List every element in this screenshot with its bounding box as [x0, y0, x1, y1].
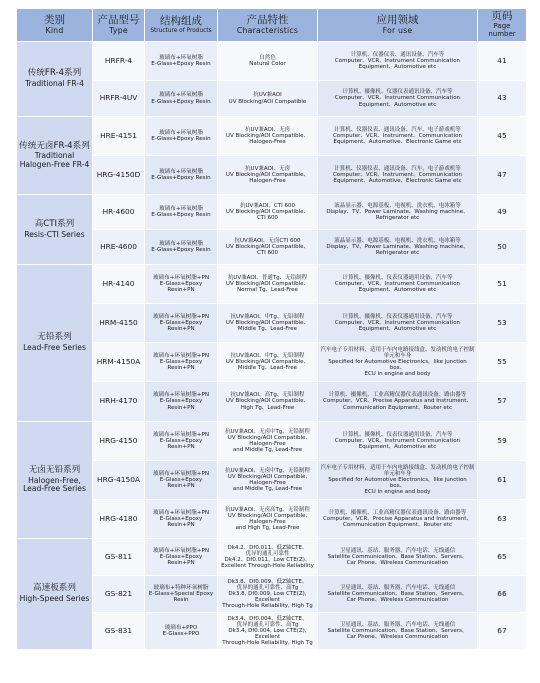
characteristics-cell	[218, 500, 318, 539]
characteristics-cell-line: and Middle Tg, Lead-Free	[232, 486, 303, 493]
use-cell-line: 计算机、仪器仪表、通讯设备、汽车、电子游戏机等	[334, 165, 461, 172]
structure-cell-line: 玻璃布+环氧树脂	[159, 129, 203, 136]
characteristics-cell-line: Middle Tg、Lead-Free	[237, 365, 298, 372]
characteristics-cell	[218, 42, 318, 81]
use-cell-line: 计算机、摄像机、工业高精仪器仪表通讯设备、路由器等	[328, 392, 467, 399]
use-cell-line: Car Phone、Wireless Communication	[346, 560, 449, 567]
header-characteristics	[218, 9, 318, 42]
structure-cell	[145, 230, 218, 265]
kind-en: Halogen-Free, Lead-Free Series	[23, 475, 86, 494]
table-row	[17, 265, 527, 304]
use-cell	[318, 382, 478, 422]
use-cell	[318, 265, 478, 304]
characteristics-cell-line: Through-Hole Reliability, High Tg	[222, 640, 313, 647]
structure-cell-line: E-Glass+Epoxy Resin+PN	[159, 358, 203, 372]
product-type: HRG-4150D	[93, 156, 145, 195]
kind-cell	[17, 42, 93, 117]
use-cell-line: ECU in engine and body	[364, 489, 431, 496]
product-type: HRFR-4	[93, 42, 145, 81]
use-cell-line: Communication Equipment、Router etc	[343, 404, 452, 411]
structure-cell-line: E-Glass+Epoxy Resin+PN	[159, 319, 203, 333]
structure-cell	[145, 195, 218, 230]
characteristics-cell-line: Halogen-Free	[249, 139, 286, 146]
use-cell-line: Equipment、Automotive etc	[358, 444, 437, 451]
characteristics-cell	[218, 539, 318, 576]
characteristics-cell-line: 抗UV兼AOI、无卤CTI 600	[234, 237, 301, 244]
structure-cell-line: 玻璃布+环氧树脂+PN	[152, 274, 210, 281]
structure-cell	[145, 576, 218, 613]
characteristics-cell	[218, 343, 318, 382]
header-use-en: For use	[382, 25, 413, 35]
header-use	[318, 9, 478, 42]
use-cell-line: ECU in engine and body	[364, 371, 431, 378]
characteristics-cell-line: UV Blocking/AOI Compatible、	[225, 132, 310, 139]
product-type: HRM-4150A	[93, 343, 145, 382]
page-number[interactable]: 51	[478, 265, 527, 304]
characteristics-cell	[218, 195, 318, 230]
characteristics-cell-line: 抗UV兼AOI	[253, 92, 282, 99]
use-cell-line: Computer、VCR、Precise Apparatus and Instrument、	[323, 515, 472, 522]
kind-cell	[17, 422, 93, 539]
use-cell-line: Refrigerator etc	[375, 215, 420, 222]
table-row	[17, 576, 527, 613]
structure-cell	[145, 422, 218, 461]
use-cell	[318, 576, 478, 613]
product-type: HRG-4180	[93, 500, 145, 539]
structure-cell-line: 玻璃布+环氧树脂+PN	[152, 392, 210, 399]
product-type: HR-4600	[93, 195, 145, 230]
structure-cell	[145, 613, 218, 650]
header-kind	[17, 9, 93, 42]
characteristics-cell-line: UV Blocking/AOI Compatible、	[225, 208, 310, 215]
header-page-en: Page number	[488, 22, 516, 38]
header-page	[478, 9, 527, 42]
characteristics-cell-line: UV Blocking/AOI Compatible、	[225, 358, 310, 365]
use-cell-line: Specified for Automotive Electronics，like junction box、	[328, 358, 467, 372]
use-cell-line: Communication Equipment、Router etc	[343, 522, 452, 529]
product-table-container	[16, 8, 526, 650]
product-type: HRH-4170	[93, 382, 145, 422]
use-cell-line: Equipment、Automotive etc	[358, 326, 437, 333]
kind-en: Traditional Halogen-Free FR-4	[19, 151, 90, 169]
structure-cell-line: E-Glass+Epoxy Resin	[151, 247, 211, 253]
use-cell-line: 计算机、摄像机、仪表仪器通用设备、汽车等	[342, 313, 453, 320]
characteristics-cell-line: CTI 600	[256, 215, 279, 222]
characteristics-cell-line: 抗UV兼AOI、普通Tg、无铅制程	[227, 274, 308, 281]
use-cell-line: Computer、VCR、Instrument Communication	[334, 437, 461, 444]
use-cell	[318, 117, 478, 156]
structure-cell	[145, 42, 218, 81]
structure-cell-line: 玻璃布+环氧树脂	[159, 168, 203, 175]
structure-cell-line: E-Glass+Epoxy Resin+PN	[159, 515, 203, 529]
kind-en: Traditional FR-4	[25, 79, 84, 89]
use-cell-line: 计算机、摄像机、仪表仪器通用设备、汽车等	[342, 431, 453, 438]
characteristics-cell-line: UV Blocking/AOI Compatible, Halogen-Free	[227, 512, 308, 525]
kind-en: Lead-Free Series	[23, 343, 86, 353]
characteristics-cell	[218, 382, 318, 422]
characteristics-cell	[218, 304, 318, 343]
table-row	[17, 461, 527, 500]
structure-cell	[145, 156, 218, 195]
structure-cell-line: 玻璃布+环氧树脂	[159, 240, 203, 247]
use-cell	[318, 156, 478, 195]
page-number[interactable]: 61	[478, 461, 527, 500]
use-cell-line: Satellite Communication、Base Station、Servers、	[327, 627, 468, 634]
product-type: HRM-4150	[93, 304, 145, 343]
use-cell-line: Computer、VCR、Instrument Communication	[334, 95, 461, 102]
table-row	[17, 117, 527, 156]
header-structure-cn: 结构组成	[160, 14, 202, 27]
characteristics-cell	[218, 422, 318, 461]
characteristics-cell-line: CTI 600	[256, 250, 279, 257]
product-type: HRE-4151	[93, 117, 145, 156]
use-cell	[318, 81, 478, 117]
characteristics-cell-line: 抗UV兼AOI、高Tg、无铅制程	[230, 392, 305, 399]
structure-cell	[145, 343, 218, 382]
table-header	[17, 9, 527, 42]
characteristics-cell-line: 优异的通孔可靠性	[245, 550, 290, 557]
use-cell	[318, 230, 478, 265]
header-characteristics-en: Characteristics	[236, 25, 299, 35]
use-cell-line: 液晶显示器、电源基板、电视机、洗衣机、电冰箱等	[334, 202, 461, 209]
characteristics-cell-line: and Middle Tg, Lead-Free	[232, 447, 303, 454]
kind-cell	[17, 265, 93, 422]
use-cell-line: Car Phone、Wireless Communication	[346, 597, 449, 604]
characteristics-cell-line: Dk3.4、Df0.004、低Z轴CTE、	[227, 615, 308, 622]
structure-cell	[145, 382, 218, 422]
use-cell	[318, 500, 478, 539]
structure-cell-line: 玻璃布+PPO	[164, 624, 198, 631]
structure-cell-line: 玻璃布+环氧树脂+PN	[152, 313, 210, 320]
table-row	[17, 343, 527, 382]
page-number[interactable]: 45	[478, 117, 527, 156]
use-cell-line: 卫星通讯、基站、服务器、汽车电话、无线通信	[339, 547, 456, 554]
product-type: HRG-4150A	[93, 461, 145, 500]
characteristics-cell-line: 抗UV兼AOI、无卤	[245, 165, 290, 172]
use-cell-line: 计算机、摄像机、仪表仪器通用设备、汽车等	[342, 274, 453, 281]
header-characteristics-cn: 产品特性	[246, 13, 289, 26]
use-cell-line: Specified for Automotive Electronics，like junction box、	[328, 476, 467, 490]
use-cell-line: 卫星通讯、基站、服务器、汽车电话、无线通信	[339, 584, 456, 591]
use-cell-line: Display、TV、Power Laminate、Washing machine、	[326, 243, 469, 250]
header-use-cn: 应用领域	[376, 13, 419, 26]
structure-cell-line: 玻璃布+环氧树脂+PN	[152, 509, 210, 516]
header-structure	[145, 9, 218, 42]
product-type: HRE-4600	[93, 230, 145, 265]
page-number[interactable]: 50	[478, 230, 527, 265]
characteristics-cell-line: High Tg、Lead-Free	[240, 404, 295, 411]
kind-cell	[17, 195, 93, 265]
use-cell-line: 汽车电子专用材料，适用于车内电路接线盒、发动机的电子控制单元和车身	[320, 464, 475, 477]
use-cell-line: Equipment、Automotive、Electronic Game etc	[333, 178, 462, 185]
page-number[interactable]: 65	[478, 539, 527, 576]
use-cell-line: Equipment、Automotive etc	[358, 101, 437, 108]
use-cell-line: Refrigerator etc	[375, 250, 420, 257]
characteristics-cell-line: 抗UV兼AOI、无卤	[245, 126, 290, 133]
product-type: HRFR-4UV	[93, 81, 145, 117]
characteristics-cell-line: Normal Tg、Lead-Free	[237, 287, 298, 294]
use-cell-line: Car Phone、Wireless Communication	[346, 634, 449, 641]
structure-cell	[145, 461, 218, 500]
characteristics-cell	[218, 81, 318, 117]
product-type: GS-811	[93, 539, 145, 576]
kind-cell	[17, 117, 93, 195]
use-cell-line: Satellite Communication、Base Station、Servers、	[327, 590, 468, 597]
structure-cell-line: E-Glass+PPO	[162, 631, 200, 637]
table-row	[17, 156, 527, 195]
characteristics-cell	[218, 230, 318, 265]
characteristics-cell	[218, 461, 318, 500]
kind-cn: 无铅系列	[37, 332, 72, 343]
use-cell	[318, 461, 478, 500]
page-number[interactable]: 63	[478, 500, 527, 539]
use-cell	[318, 539, 478, 576]
page-number[interactable]: 41	[478, 42, 527, 81]
table-row	[17, 382, 527, 422]
use-cell-line: 液晶显示器、电源基板、电视机、洗衣机、电冰箱等	[334, 237, 461, 244]
structure-cell-line: 玻璃布+环氧树脂+PN	[152, 352, 210, 359]
characteristics-cell-line: 优异的通孔可靠性、高Tg	[236, 584, 299, 591]
characteristics-cell-line: Halogen-Free	[249, 178, 286, 185]
header-type-cn: 产品型号	[97, 13, 140, 26]
use-cell-line: 计算机、仪器仪表、通讯设备、汽车等	[350, 51, 445, 58]
page-number[interactable]: 66	[478, 576, 527, 613]
characteristics-cell-line: Middle Tg、Lead-Free	[237, 326, 298, 333]
use-cell	[318, 613, 478, 650]
use-cell-line: Computer、VCR、Instrument、Communication	[333, 132, 462, 139]
structure-cell-line: 玻璃布+环氧树脂+PN	[152, 431, 210, 438]
characteristics-cell-line: 抗UV兼AOI、无卤中Tg、无铅制程	[225, 467, 310, 474]
characteristics-cell-line: and High Tg, Lead-Free	[235, 525, 300, 532]
characteristics-cell	[218, 265, 318, 304]
use-cell	[318, 343, 478, 382]
table-row	[17, 304, 527, 343]
characteristics-cell-line: Dk4.2、Df0.011、Low CTE(Z)、	[224, 557, 311, 563]
page-number[interactable]: 55	[478, 343, 527, 382]
header-kind-cn: 类别	[44, 13, 65, 26]
table-row	[17, 195, 527, 230]
characteristics-cell	[218, 117, 318, 156]
use-cell	[318, 422, 478, 461]
table-row	[17, 500, 527, 539]
characteristics-cell-line: UV Blocking/AOI Compatible, Halogen-Free	[227, 434, 308, 447]
characteristics-cell-line: Dk4.2、Df0.011、低Z轴CTE、	[227, 544, 308, 551]
structure-cell-line: E-Glass+Epoxy Resin	[151, 136, 211, 142]
structure-cell-line: E-Glass+Epoxy Resin+PN	[159, 437, 203, 451]
characteristics-cell-line: UV Blocking/AOI Compatible	[228, 98, 307, 105]
table-body	[17, 42, 527, 650]
use-cell-line: 卫星通讯、基站、服务器、汽车电话、无线通信	[339, 621, 456, 628]
structure-cell-line: 玻璃布+特种环氧树脂	[153, 584, 209, 591]
characteristics-cell	[218, 613, 318, 650]
page-number[interactable]: 49	[478, 195, 527, 230]
structure-cell-line: 玻璃布+环氧树脂	[159, 205, 203, 212]
product-type: GS-821	[93, 576, 145, 613]
page-number[interactable]: 53	[478, 304, 527, 343]
page-number[interactable]: 47	[478, 156, 527, 195]
header-structure-en: Structure of Products	[150, 27, 212, 34]
use-cell-line: 计算机、摄像机、工业高精仪器仪表通讯设备、路由器等	[328, 509, 467, 516]
characteristics-cell-line: UV Blocking/AOI Compatible、	[225, 171, 310, 178]
characteristics-cell-line: UV Blocking/AOI Compatible、	[225, 398, 310, 405]
table-row	[17, 230, 527, 265]
characteristics-cell-line: 抗UV兼AOI、CTI 600	[240, 202, 295, 209]
characteristics-cell-line: Dk3.4, Df0.004, Low CTE(Z), Excellent	[228, 627, 307, 641]
characteristics-cell-line: Through-Hole Reliability, High Tg	[222, 603, 313, 610]
characteristics-cell-line: UV Blocking/AOI Compatible、	[225, 280, 310, 287]
structure-cell-line: 玻璃布+环氧树脂	[159, 54, 203, 61]
characteristics-cell-line: 优异的通孔可靠性、高Tg	[236, 621, 299, 628]
characteristics-cell-line: UV Blocking/AOI Compatible、	[225, 319, 310, 326]
table-row	[17, 42, 527, 81]
kind-cn: 传统无卤FR-4系列	[19, 140, 90, 151]
structure-cell-line: 玻璃布+环氧树脂+PN	[152, 470, 210, 477]
kind-cn: 高速板系列	[33, 583, 76, 594]
kind-cn: 传统FR-4系列	[27, 68, 82, 79]
product-table	[16, 8, 527, 650]
structure-cell-line: 玻璃布+环氧树脂+PN	[152, 547, 210, 554]
characteristics-cell-line: Dk3.8, Df0.009, Low CTE(Z), Excellent	[228, 590, 307, 604]
structure-cell	[145, 304, 218, 343]
header-kind-en: Kind	[45, 25, 64, 35]
use-cell-line: Equipment、Automotive、Electronic Game etc	[333, 139, 462, 146]
kind-cn: 无卤无铅系列	[28, 465, 81, 476]
use-cell-line: 汽车电子专用材料，适用于车内电路接线盒、发动机的电子控制单元和车身	[320, 346, 475, 359]
use-cell	[318, 195, 478, 230]
use-cell	[318, 42, 478, 81]
page-number[interactable]: 59	[478, 422, 527, 461]
characteristics-cell-line: 抗UV兼AOI、无卤高Tg、无铅制程	[225, 506, 310, 513]
kind-cell	[17, 539, 93, 650]
structure-cell-line: E-Glass+Epoxy Resin	[151, 61, 211, 67]
table-row	[17, 539, 527, 576]
product-type: HRG-4150	[93, 422, 145, 461]
page-number[interactable]: 57	[478, 382, 527, 422]
page-number[interactable]: 67	[478, 613, 527, 650]
use-cell-line: Satellite Communication、Base Station、Servers、	[327, 553, 468, 560]
structure-cell-line: E-Glass+Epoxy Resin+PN	[159, 398, 203, 411]
kind-en: High-Speed Series	[19, 594, 90, 604]
characteristics-cell-line: Excellent Through-Hole Reliability	[221, 563, 314, 570]
characteristics-cell-line: UV Blocking/AOI Compatible、	[225, 243, 310, 250]
kind-en: Resis-CTI Series	[24, 229, 85, 239]
structure-cell-line: E-Glass+Epoxy Resin	[151, 98, 211, 105]
structure-cell-line: E-Glass+Epoxy Resin+PN	[159, 280, 203, 294]
characteristics-cell-line: 抗UV兼AOI、中Tg、无铅制程	[230, 352, 305, 359]
use-cell-line: Computer、VCR、Instrument Communication	[334, 280, 461, 287]
use-cell	[318, 304, 478, 343]
structure-cell-line: E-Glass+Epoxy Resin	[151, 175, 211, 181]
table-row	[17, 81, 527, 117]
characteristics-cell-line: 抗UV兼AOI、无卤中Tg、无铅制程	[225, 428, 310, 435]
characteristics-cell-line: Dk3.8、Df0.009、低Z轴CTE、	[227, 578, 308, 585]
structure-cell-line: E-Glass+Epoxy Resin+PN	[159, 476, 203, 490]
use-cell-line: Equipment、Automotive etc	[358, 287, 437, 294]
page-number[interactable]: 43	[478, 81, 527, 117]
structure-cell	[145, 117, 218, 156]
use-cell-line: Equipment、Automotive etc	[358, 64, 437, 71]
product-type: HR-4140	[93, 265, 145, 304]
structure-cell	[145, 81, 218, 117]
header-type-en: Type	[109, 25, 128, 35]
table-row	[17, 422, 527, 461]
structure-cell	[145, 500, 218, 539]
structure-cell-line: E-Glass+Epoxy Resin	[151, 212, 211, 218]
characteristics-cell	[218, 576, 318, 613]
characteristics-cell-line: UV Blocking/AOI Compatible, Halogen-Free	[227, 473, 308, 486]
use-cell-line: Display、TV、Power Laminate、Washing machine、	[326, 208, 469, 215]
product-type: GS-831	[93, 613, 145, 650]
use-cell-line: 计算机、仪器仪表、通讯设备、汽车、电子游戏机等	[334, 126, 461, 133]
use-cell-line: Computer、VCR、Instrument、Communication	[333, 171, 462, 178]
structure-cell	[145, 539, 218, 576]
use-cell-line: 计算机、摄像机、仪器仪表通讯设备、汽车等	[342, 89, 453, 96]
characteristics-cell	[218, 156, 318, 195]
use-cell-line: Computer、VCR、Instrument Communication	[334, 319, 461, 326]
kind-cn: 高CTI系列	[34, 218, 75, 229]
use-cell-line: Computer、VCR、Instrument Communication	[334, 57, 461, 64]
characteristics-cell-line: Natural Color	[249, 61, 286, 67]
table-row	[17, 613, 527, 650]
header-page-cn: 页码	[491, 10, 513, 23]
header-type	[93, 9, 145, 42]
structure-cell-line: E-Glass+Epoxy Resin+PN	[159, 553, 203, 567]
structure-cell	[145, 265, 218, 304]
characteristics-cell-line: 自然色	[259, 54, 276, 61]
structure-cell-line: 玻璃布+环氧树脂	[159, 92, 203, 99]
use-cell-line: Computer、VCR、Precise Apparatus and Instrument、	[323, 398, 472, 405]
structure-cell-line: E-Glass+Special Epoxy Resin	[148, 590, 214, 604]
characteristics-cell-line: 抗UV兼AOI、中Tg、无铅制程	[230, 313, 305, 320]
